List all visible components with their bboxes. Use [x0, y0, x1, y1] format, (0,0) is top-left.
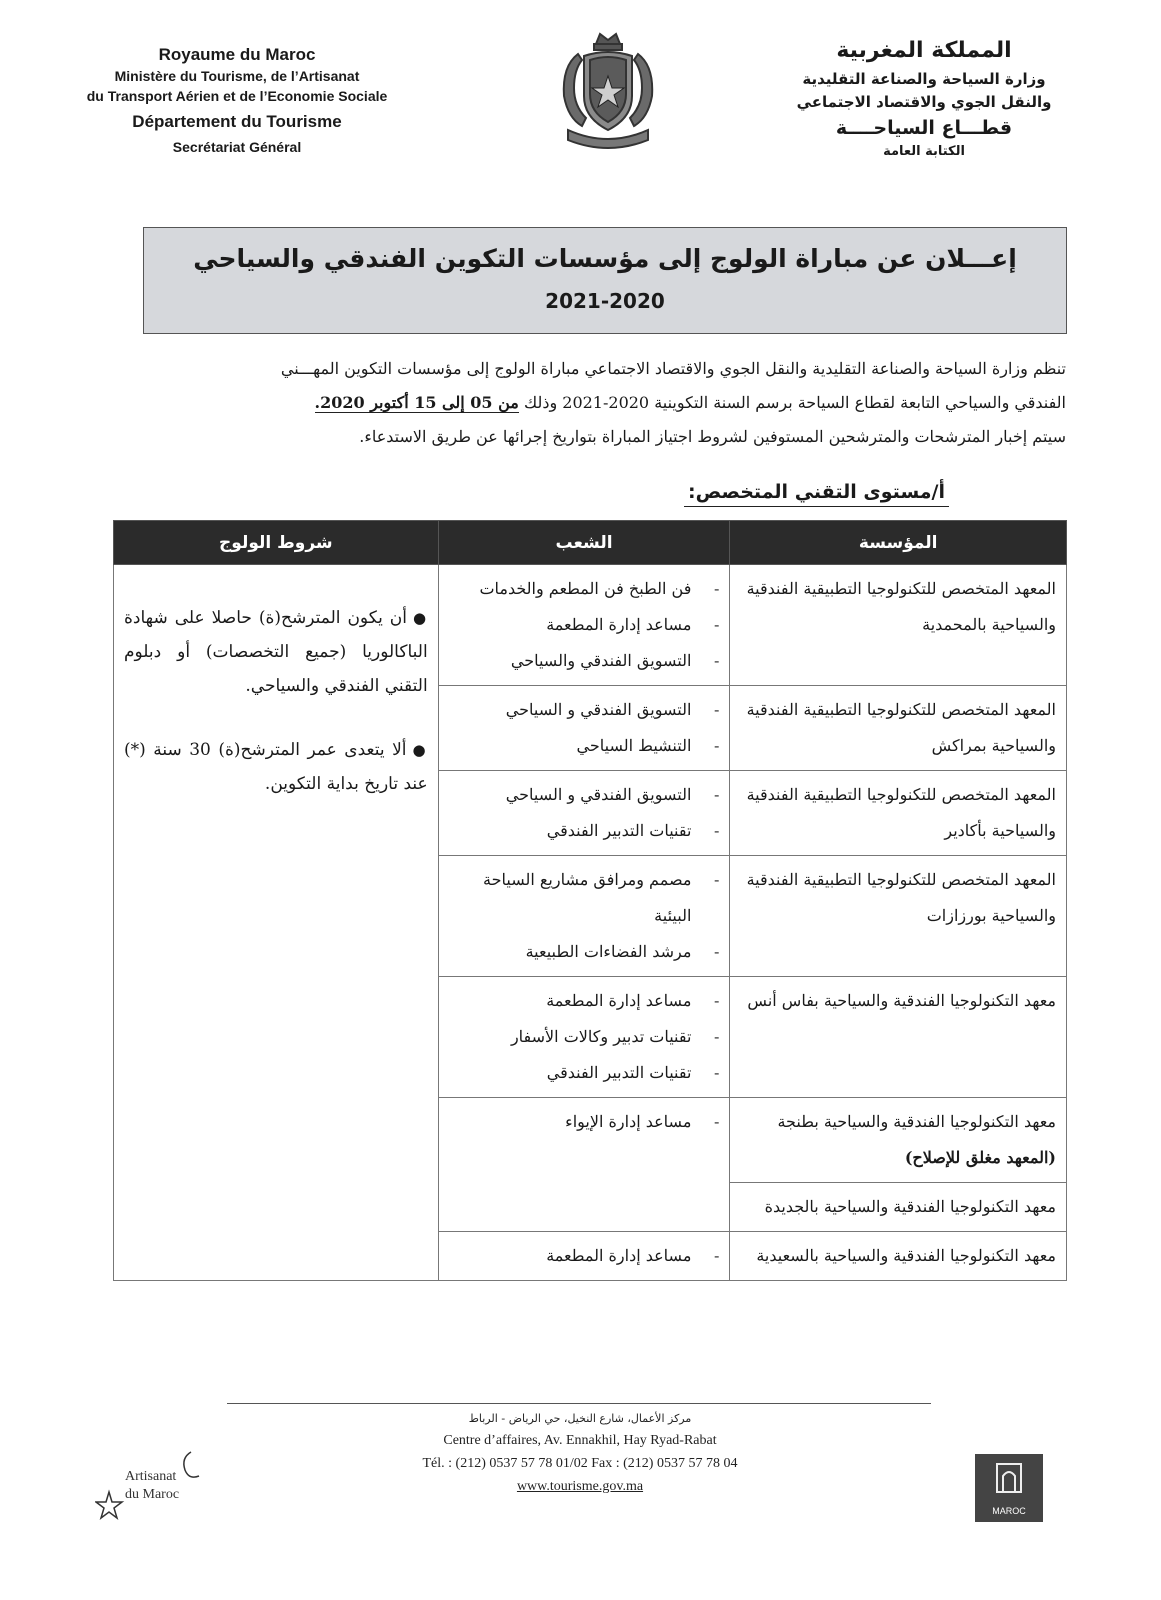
branch-item: - التسويق الفندقي و السياحي — [449, 777, 720, 813]
branch-item: - تقنيات التدبير الفندقي — [449, 813, 720, 849]
intro-line-1: تنظم وزارة السياحة والصناعة التقليدية والنقل الجوي والاقتصاد الاجتماعي مباراة الولوج إلى مؤسسات التكوين المهـــني — [280, 359, 1066, 378]
institution-cell: المعهد المتخصص للتكنولوجيا التطبيقية الفندقية والسياحية بالمحمدية — [730, 565, 1067, 686]
fr-ministry-line2: du Transport Aérien et de l’Economie Sociale — [86, 88, 388, 104]
table-row — [114, 565, 1067, 686]
fr-department: Département du Tourisme — [132, 112, 342, 131]
artisanat-logo-line1: Artisanat — [125, 1469, 177, 1484]
institution-cell: المعهد المتخصص للتكنولوجيا التطبيقية الفندقية والسياحية بورزازات — [730, 856, 1067, 977]
section-title: أ/مستوى التقني المتخصص: — [684, 478, 949, 507]
condition-item — [124, 601, 428, 703]
bullet-icon: ● — [413, 609, 428, 627]
institution-closed-note: (المعهد مغلق للإصلاح) — [904, 1148, 1056, 1167]
branches-cell — [438, 1232, 730, 1281]
footer-website-link[interactable]: www.tourisme.gov.ma — [516, 1479, 644, 1494]
footer-divider — [227, 1403, 931, 1404]
institution-cell: معهد التكنولوجيا الفندقية والسياحية بالسعيدية — [730, 1232, 1067, 1281]
ar-ministry-line1: وزارة السياحة والصناعة التقليدية — [802, 70, 1046, 88]
maroc-logo-text: MAROC — [992, 1506, 1026, 1516]
branches-cell — [438, 977, 730, 1098]
branch-item: - مصمم ومرافق مشاريع السياحة البيئية — [449, 862, 720, 934]
branches-cell — [438, 565, 730, 686]
artisanat-logo — [95, 1450, 205, 1525]
branch-item: - مساعد إدارة المطعمة — [449, 607, 720, 643]
maroc-door-icon — [975, 1454, 1043, 1504]
branch-item: - تقنيات تدبير وكالات الأسفار — [449, 1019, 720, 1055]
bullet-icon: ● — [412, 741, 428, 759]
artisanat-logo-line2: du Maroc — [125, 1487, 180, 1502]
announcement-title-box — [143, 227, 1067, 334]
branch-item: - مساعد إدارة الإيواء — [449, 1104, 720, 1140]
branches-cell — [438, 686, 730, 771]
header-conditions: شروط الولوج — [114, 521, 439, 565]
footer-address-ar: مركز الأعمال، شارع النخيل، حي الرياض - الرباط — [468, 1412, 692, 1425]
condition-text: ألا يتعدى عمر المترشح(ة) 30 سنة (*) عند تاريخ بداية التكوين. — [124, 740, 428, 794]
branch-item: - التسويق الفندقي و السياحي — [449, 692, 720, 728]
intro-dates: من 05 إلى 15 أكتوبر 2020. — [314, 393, 519, 412]
header-arabic — [779, 34, 1069, 162]
intro-line-2-text: الفندقي والسياحي التابعة لقطاع السياحة برسم السنة التكوينية 2020-2021 وذلك — [523, 393, 1066, 412]
condition-text: أن يكون المترشح(ة) حاصلا على شهادة الباكالوريا (جميع التخصصات) أو دبلوم التقني الفندقي والسياحي. — [124, 608, 428, 696]
footer — [300, 1409, 860, 1498]
branch-item: - التسويق الفندقي والسياحي — [449, 643, 720, 679]
announcement-year: 2021-2020 — [545, 289, 665, 313]
branch-item: - تقنيات التدبير الفندقي — [449, 1055, 720, 1091]
footer-address-fr: Centre d’affaires, Av. Ennakhil, Hay Ryad-Rabat — [443, 1433, 717, 1448]
table-header-row — [114, 521, 1067, 565]
institution-name: معهد التكنولوجيا الفندقية والسياحية بطنجة — [777, 1112, 1056, 1131]
ar-department: قطـــاع السياحــــة — [835, 117, 1013, 139]
branch-item: - مساعد إدارة المطعمة — [449, 1238, 720, 1274]
fr-ministry-line1: Ministère du Tourisme, de l’Artisanat — [114, 68, 360, 84]
branches-cell — [438, 771, 730, 856]
branch-item: - فن الطبخ فن المطعم والخدمات — [449, 571, 720, 607]
branch-item: - التنشيط السياحي — [449, 728, 720, 764]
ar-ministry-line2: والنقل الجوي والاقتصاد الاجتماعي — [796, 93, 1052, 111]
conditions-cell — [114, 565, 439, 1281]
intro-line-3: سيتم إخبار المترشحات والمترشحين المستوفين لشروط اجتياز المباراة بتواريخ إجرائها عن طريق الاستدعاء. — [359, 427, 1066, 446]
institution-cell: معهد التكنولوجيا الفندقية والسياحية بفاس أنس — [730, 977, 1067, 1098]
intro-line-2 — [220, 386, 1066, 420]
header-french — [52, 44, 422, 158]
footer-phone-fax: Tél. : (212) 0537 57 78 01/02 Fax : (212) 0537 57 78 04 — [422, 1456, 738, 1471]
header-branches: الشعب — [438, 521, 730, 565]
ar-secretariat: الكتابة العامة — [883, 144, 965, 159]
announcement-title: إعـــلان عن مباراة الولوج إلى مؤسسات التكوين الفندقي والسياحي — [193, 244, 1017, 273]
header-institution: المؤسسة — [730, 521, 1067, 565]
institutions-table — [113, 520, 1067, 1281]
institution-cell — [730, 1098, 1067, 1183]
branches-cell — [438, 856, 730, 977]
condition-item — [124, 733, 428, 801]
branches-cell — [438, 1098, 730, 1232]
fr-secretariat: Secrétariat Général — [172, 139, 302, 155]
branch-item: - مرشد الفضاءات الطبيعية — [449, 934, 720, 970]
maroc-tourism-logo — [975, 1454, 1043, 1522]
branch-item: - مساعد إدارة المطعمة — [449, 983, 720, 1019]
institution-cell: المعهد المتخصص للتكنولوجيا التطبيقية الفندقية والسياحية بمراكش — [730, 686, 1067, 771]
institution-cell: المعهد المتخصص للتكنولوجيا التطبيقية الفندقية والسياحية بأكادير — [730, 771, 1067, 856]
intro-paragraph — [220, 352, 1066, 454]
ar-country: المملكة المغربية — [836, 38, 1012, 63]
royal-coat-of-arms-icon — [548, 26, 668, 150]
fr-country: Royaume du Maroc — [158, 45, 316, 64]
institution-cell: معهد التكنولوجيا الفندقية والسياحية بالجديدة — [730, 1183, 1067, 1232]
